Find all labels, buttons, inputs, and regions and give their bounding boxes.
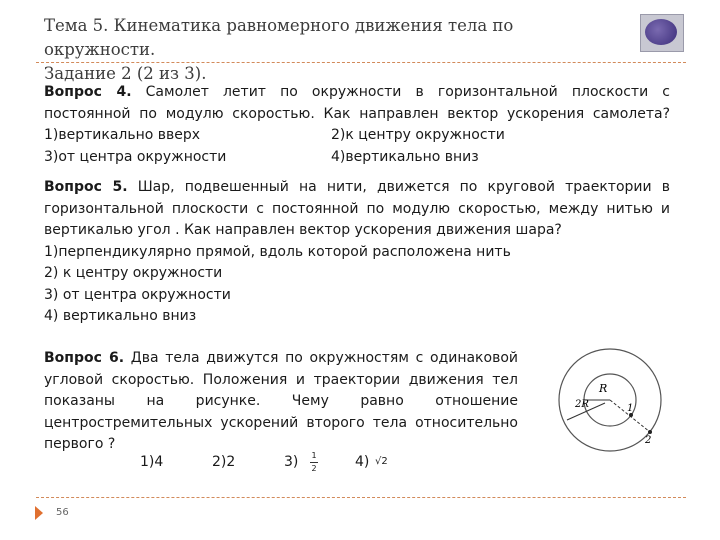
q4-text-1: Самолет летит по окружности в горизонтальной плоскости с [145,84,671,100]
label-r: R [599,382,608,395]
q6-option-2: 2)2 [212,454,236,470]
question-5 [44,177,670,328]
q6-text-1: Два тела движутся по окружностям с одинаковой [130,350,518,366]
q6-option-3: 3) [284,454,299,470]
logo-icon [640,14,684,52]
fraction-one-half [310,451,318,474]
title-line-2: Задание 2 (2 из 3). [44,64,207,83]
body-2-dot [648,430,652,434]
q4-option-1: 1)вертикально вверх [44,127,201,143]
q6-option-4: 4) [355,454,370,470]
q5-option-4: 4) вертикально вниз [44,308,197,324]
q5-text-3: вертикалью угол . Как направлен вектор ускорения движения шара? [44,222,562,238]
q4-label: Вопрос 4. [44,84,132,100]
q4-option-2: 2)к центру окружности [331,127,505,143]
header-divider [36,62,686,63]
q6-option-1: 1)4 [140,454,164,470]
label-body-2: 2 [645,435,652,446]
slide-title [44,14,604,86]
q5-option-2: 2) к центру окружности [44,265,223,281]
footer-divider [36,497,686,498]
q5-option-1: 1)перпендикулярно прямой, вдоль которой расположена нить [44,243,511,260]
page-number: 56 [56,507,69,518]
play-arrow-icon [35,506,43,520]
fraction-denominator: 2 [311,464,317,473]
q5-label: Вопрос 5. [44,179,128,195]
q6-text-5: первого ? [44,436,116,452]
q6-text-2: угловой скоростью. Положения и траектории движения тел [44,371,518,388]
question-6 [44,348,518,456]
q6-text-3: показаны на рисунке. Чему равно отношение [44,393,518,409]
fraction-numerator: 1 [311,451,317,460]
circles-diagram [555,345,665,455]
label-body-1: 1 [627,403,634,414]
q5-option-3: 3) от центра окружности [44,286,231,303]
q6-text-4: центростремительных ускорений второго тела относительно [44,414,518,431]
q4-option-3: 3)от центра окружности [44,148,227,165]
label-2r: 2R [575,399,589,410]
sqrt-two: √2 [375,456,388,467]
q4-text-2: постоянной по модулю скоростью. Как направлен вектор ускорения самолета? [44,105,670,122]
title-line-1: Тема 5. Кинематика равномерного движения тела по окружности. [44,16,514,59]
q5-text-1: Шар, подвешенный на нити, движется по круговой траектории в [137,179,671,195]
q4-option-4: 4)вертикально вниз [331,148,479,165]
q5-text-2: горизонтальной плоскости с постоянной по модулю скоростью, между нитью и [44,200,670,217]
question-4 [44,82,670,168]
q6-label: Вопрос 6. [44,350,125,366]
